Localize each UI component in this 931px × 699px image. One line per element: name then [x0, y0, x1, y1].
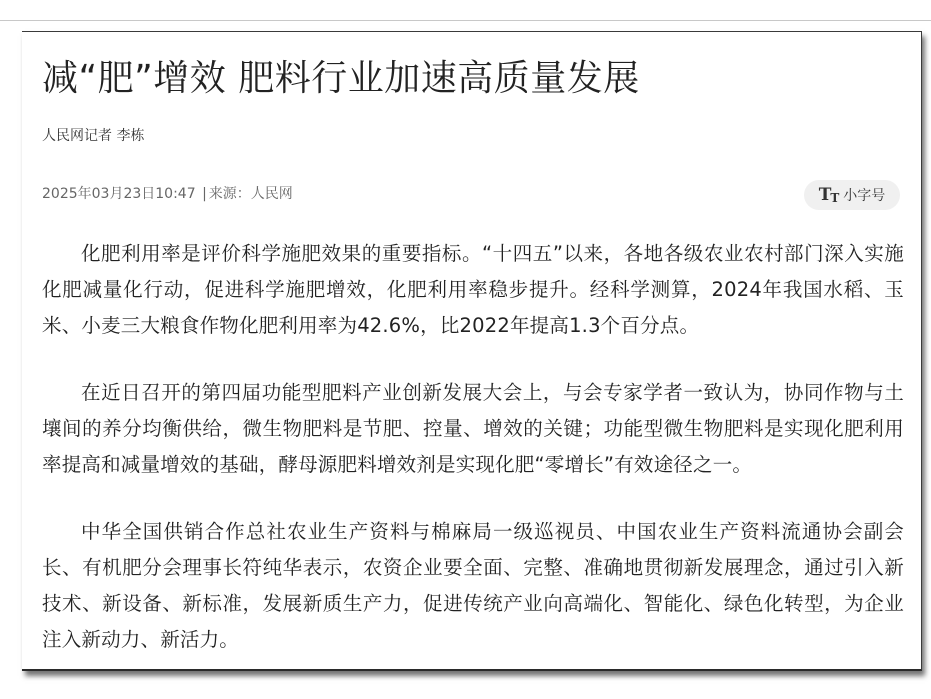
article-paragraph: 中华全国供销合作总社农业生产资料与棉麻局一级巡视员、中国农业生产资料流通协会副会长、有机肥分会理事长符纯华表示，农资企业要全面、完整、准确地贯彻新发展理念，通过引入新技术、新设备、新标准，发展新质生产力，促进传统产业向高端化、智能化、绿色化转型，为企业注入新动力、新活力。 [42, 520, 904, 651]
article-title: 减“肥”增效 肥料行业加速高质量发展 [42, 58, 640, 99]
source-label: 来源： [208, 186, 251, 202]
source-link[interactable]: 人民网 [250, 186, 293, 202]
top-divider [0, 20, 931, 21]
article-paragraph: 在近日召开的第四届功能型肥料产业创新发展大会上，与会专家学者一致认为，协同作物与土壤间的养分均衡供给，微生物肥料是节肥、控量、增效的关键；功能型微生物肥料是实现化肥利用率提高和减量增效的基础，酵母源肥料增效剂是实现化肥“零增长”有效途径之一。 [42, 381, 904, 476]
article-meta [42, 183, 293, 205]
font-size-toggle-button[interactable] [804, 180, 900, 210]
font-size-toggle-label: 小字号 [843, 188, 886, 204]
article-container [22, 31, 922, 671]
article-author: 人民网记者 李栋 [42, 128, 145, 144]
article-paragraph: 化肥利用率是评价科学施肥效果的重要指标。“十四五”以来，各地各级农业农村部门深入实施化肥减量化行动，促进科学施肥增效，化肥利用率稳步提升。经科学测算，2024年我国水稻、玉米、小麦三大粮食作物化肥利用率为42.6%，比2022年提高1.3个百分点。 [42, 242, 904, 337]
publish-datetime: 2025年03月23日10:47 [42, 186, 196, 202]
meta-separator: | [202, 186, 207, 202]
text-size-icon: T T [818, 184, 840, 205]
article-body [42, 236, 904, 689]
